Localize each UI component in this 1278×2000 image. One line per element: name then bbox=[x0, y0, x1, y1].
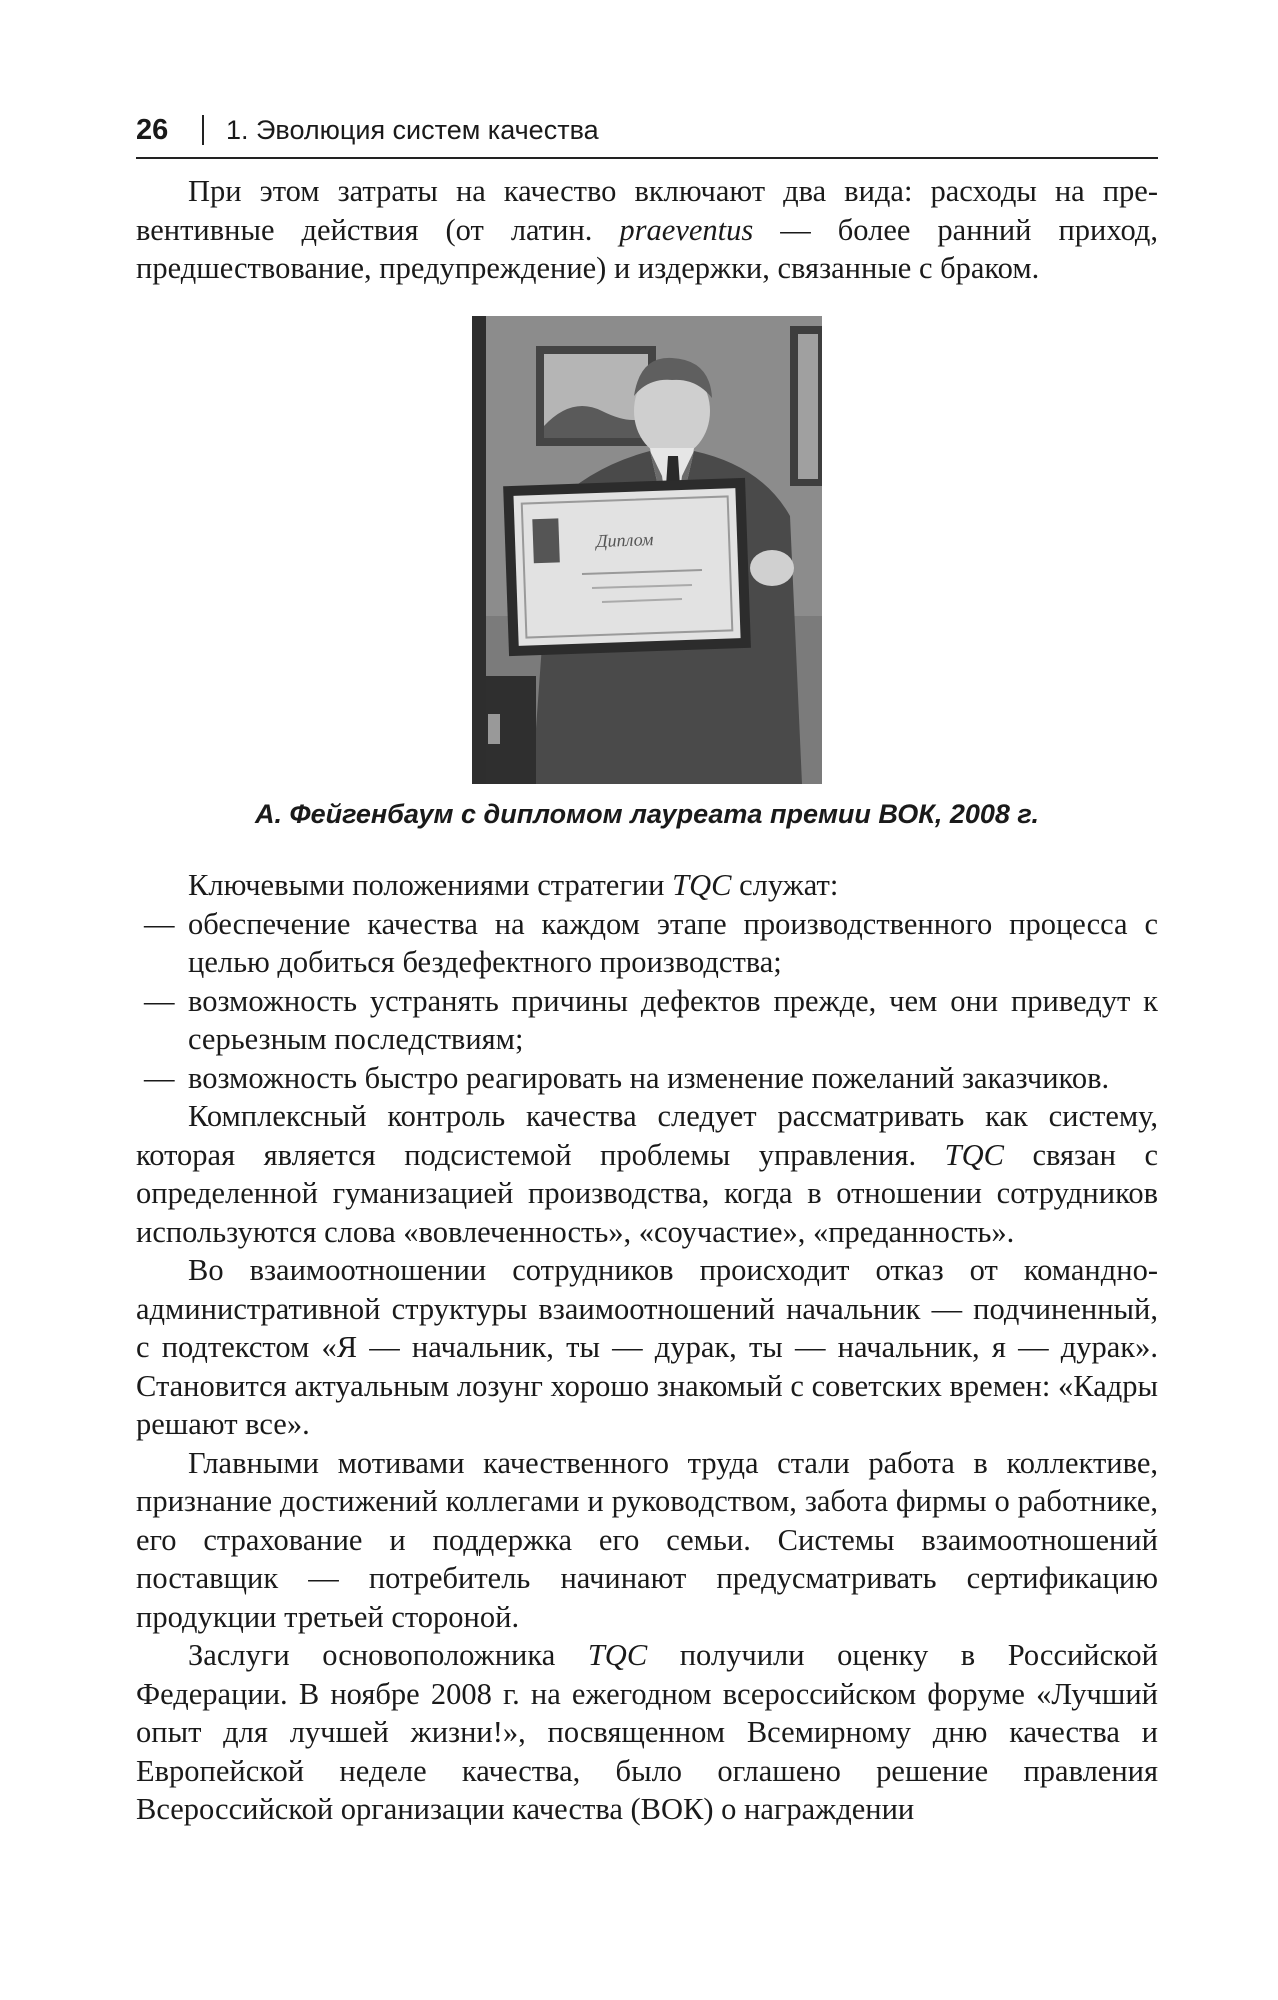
list-item bbox=[136, 1059, 1158, 1098]
photo-illustration bbox=[472, 316, 822, 784]
list-item bbox=[136, 905, 1158, 982]
complex-control-paragraph bbox=[136, 1097, 1158, 1251]
section-title: 1. Эволюция систем качества bbox=[226, 114, 599, 145]
header-separator bbox=[202, 115, 204, 145]
intro-italic: praeventus bbox=[619, 212, 754, 247]
dash-bullet: — bbox=[144, 906, 175, 941]
list-item-text: возможность устранять причины дефектов прежде, чем они приведут к серьезным последствиям; bbox=[188, 983, 1158, 1056]
merits-paragraph bbox=[136, 1636, 1158, 1829]
intro-paragraph bbox=[136, 172, 1158, 288]
motives-paragraph: Главными мотивами качественного труда стали работа в коллективе, признание достижений коллегами и руководством, забота фирмы о работнике, его страхование и поддержка его семьи. Системы взаимоотношений поставщик — потребитель начинают предусматривать сертификацию продукции третьей стороной. bbox=[136, 1445, 1158, 1634]
tqc-intro-text-2: служат: bbox=[731, 868, 839, 902]
relations-paragraph: Во взаимоотношении сотрудников происходит отказ от командно-административной структуры взаимоотношений начальник — подчиненный, с подтекстом «Я — начальник, ты — дурак, ты — начальник, я — дурак». Становится актуальным лозунг хорошо знакомый с советских времен: «Кадры решают все». bbox=[136, 1253, 1158, 1441]
intro-text-block bbox=[136, 172, 1158, 288]
page-number: 26 bbox=[136, 113, 169, 146]
feigenbaum-photo bbox=[472, 316, 822, 784]
complex-italic: TQC bbox=[944, 1137, 1004, 1172]
dash-bullet: — bbox=[144, 983, 175, 1018]
complex-text-1: Комплексный контроль качества следует рассматривать как систему, которая является подсистемой проблемы управления. bbox=[136, 1099, 1158, 1172]
list-item-text: возможность быстро реагировать на изменение пожеланий заказчиков. bbox=[188, 1060, 1110, 1095]
tqc-intro-italic: TQC bbox=[672, 868, 732, 902]
list-item-text: обеспечение качества на каждом этапе производственного процесса с целью добиться бездефектного производства; bbox=[188, 906, 1158, 979]
running-header bbox=[136, 108, 1158, 152]
intro-text-1: При этом затраты на качество включают два вида: расходы на превентивные действия (от латин. bbox=[136, 174, 1158, 247]
tqc-intro-text-1: Ключевыми положениями стратегии bbox=[188, 868, 673, 902]
merits-text-1: Заслуги основоположника bbox=[188, 1638, 588, 1672]
dash-bullet: — bbox=[144, 1060, 175, 1095]
intro-text-2: — более ранний приход, предшествование, предупреждение) и издержки, связанные с браком. bbox=[136, 212, 1158, 285]
merits-italic: TQC bbox=[587, 1638, 648, 1672]
diploma-text: Диплом bbox=[595, 529, 654, 552]
list-item bbox=[136, 982, 1158, 1059]
tqc-positions-list bbox=[136, 905, 1158, 1098]
tqc-intro-paragraph bbox=[136, 866, 1158, 905]
body-text-block bbox=[136, 866, 1158, 1829]
merits-text-2: получили оценку в Российской Федерации. В ноябре 2008 г. на ежегодном всероссийском форуме «Лучший опыт для лучшей жизни!», посвященном Всемирному дню качества и Европейской неделе качества, было оглашено решение правления Всероссийской организации качества (ВОК) о награждении bbox=[136, 1638, 1159, 1826]
complex-text-2: связан с определенной гуманизацией производства, когда в отношении сотрудников используются слова «вовлеченность», «соучастие», «преданность». bbox=[136, 1137, 1158, 1249]
figure-caption: А. Фейгенбаум с дипломом лауреата премии ВОК, 2008 г. bbox=[255, 799, 1039, 829]
header-rule bbox=[136, 157, 1158, 159]
